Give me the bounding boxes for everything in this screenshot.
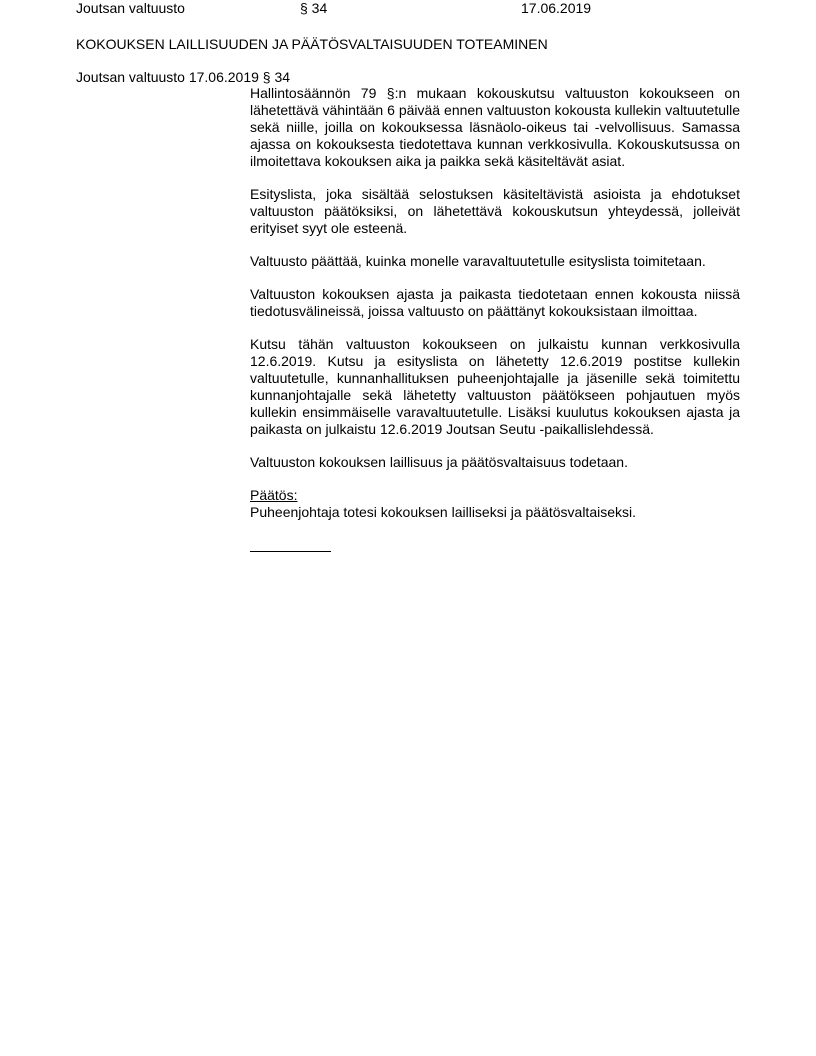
header-section-number: § 34	[300, 0, 328, 16]
paragraph-deputy-members: Valtuusto päättää, kuinka monelle varavaltuutetulle esityslista toimitetaan.	[250, 253, 706, 269]
decision-text: Puheenjohtaja totesi kokouksen lailliseksi ja päätösvaltaiseksi.	[250, 504, 636, 520]
paragraph-media-notice: Valtuuston kokouksen ajasta ja paikasta tiedotetaan ennen kokousta niissä tiedotusvälineissä, joissa valtuusto on päättänyt kokouksistaan ilmoittaa.	[250, 286, 740, 319]
document-title: KOKOUKSEN LAILLISUUDEN JA PÄÄTÖSVALTAISUUDEN TOTEAMINEN	[76, 36, 548, 52]
document-body	[250, 85, 740, 552]
header-organization: Joutsan valtuusto	[76, 0, 185, 16]
closing-rule	[250, 551, 331, 552]
paragraph-proposal: Valtuuston kokouksen laillisuus ja päätösvaltaisuus todetaan.	[250, 454, 628, 470]
decision-block	[250, 487, 740, 521]
meeting-reference: Joutsan valtuusto 17.06.2019 § 34	[76, 69, 291, 85]
paragraph-invitation-details: Kutsu tähän valtuuston kokoukseen on julkaistu kunnan verkkosivulla 12.6.2019. Kutsu ja esityslista on lähetetty 12.6.2019 postitse kullekin valtuutetulle, kunnanhallituksen puheenjohtajalle ja jäsenille sekä toimitettu kunnanjohtajalle sekä lähetetty valtuuston päätökseen pohjautuen myös kullekin ensimmäiselle varavaltuutetulle. Lisäksi kuulutus kokouksen ajasta ja paikasta on julkaistu 12.6.2019 Joutsan Seutu -paikallislehdessä.	[250, 336, 740, 437]
paragraph-agenda: Esityslista, joka sisältää selostuksen käsiteltävistä asioista ja ehdotukset valtuuston päätöksiksi, on lähetettävä kokouskutsun yhteydessä, jolleivät erityiset syyt ole esteenä.	[250, 186, 740, 236]
header-date: 17.06.2019	[521, 0, 592, 16]
document-header	[76, 0, 736, 18]
paragraph-notice-requirements: Hallintosäännön 79 §:n mukaan kokouskutsu valtuuston kokoukseen on lähetettävä vähintään 6 päivää ennen valtuuston kokousta kullekin valtuutetulle sekä niille, joilla on kokouksessa läsnäolo-oikeus tai -velvollisuus. Samassa ajassa on kokouksesta tiedotettava kunnan verkkosivulla. Kokouskutsussa on ilmoitettava kokouksen aika ja paikka sekä käsiteltävät asiat.	[250, 85, 740, 169]
decision-label: Päätös:	[250, 487, 298, 503]
